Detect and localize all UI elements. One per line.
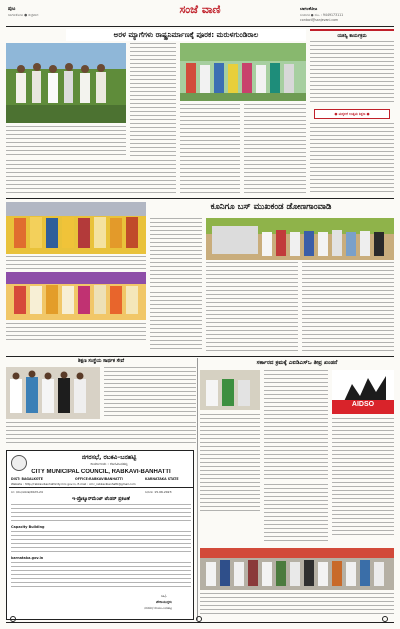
masthead-place: ಬಾಗಲಕೋಟ: [300, 6, 318, 11]
notice-body-3: [11, 562, 191, 590]
top-story: [6, 29, 306, 197]
notice-signatory-office: ನಗರಸಭೆ ರಬಕವಿ–ಬನಹಟ್ಟಿ: [144, 606, 172, 610]
classroom-photo-art: [6, 367, 100, 419]
footer-rule: [6, 622, 394, 623]
students-group-photo-art: [180, 43, 306, 101]
council-office: OFFICE:RABKAVIBANHATTI: [75, 477, 123, 481]
middle-story: [6, 200, 394, 355]
lower-left-headline: ಶಿಕ್ಷಣ ಸಂಸ್ಥೆಯ ಸಾರ್ಥಕ ಸೇವೆ: [77, 359, 125, 364]
aids-column-4: [264, 484, 328, 544]
council-notice: [6, 450, 194, 620]
aids-headline: ಸರ್ಕಾರದ ಕ್ರಮಕ್ಕೆ ಎಐಡಿಎಸ್ಒ ತೀವ್ರ ಖಂಡನೆ: [256, 360, 338, 366]
notice-signatory: ಪೌರಾಯುಕ್ತರು: [156, 600, 172, 604]
right-column-text-2: [310, 123, 394, 195]
council-state: KARNATAKA STATE: [145, 477, 179, 481]
top-story-headline: ಅರಳ ಮ್ಯಾಗೆಗಳು ರಾಷ್ಟ್ರನಿರ್ಮಾಣಕ್ಕೆ ಪೂರಕ: ಮರುಳಗುಂಡಿರಾಲ: [66, 29, 306, 41]
lower-left-body: [6, 422, 196, 444]
council-website: Website : http://rabkavibanhatticity.mrc.gov.in, E-mail : cmc_rabkavibanhatti@gmail.com: [11, 482, 136, 486]
top-story-column-1: [130, 43, 176, 157]
registration-mark-left: [10, 616, 16, 622]
notice-body-2: [11, 531, 191, 555]
top-story-column-2: [180, 104, 240, 194]
right-column-headline: ಯಶಸ್ವಿ ಕಾರ್ಯಕ್ರಮ: [337, 34, 367, 39]
protest-caption: [200, 593, 394, 617]
middle-story-headline: ಕೂನಿಗೂ ಬಸ್ ಮುಖಕಂಡ ಡೋಣಗಾಂವಾಡಿ: [210, 202, 332, 212]
tree-planting-photo-art: [6, 43, 126, 123]
felicitation-photo-2-art: [200, 370, 260, 410]
council-reference: ಸಂ: ನರಬ/ಆಡಳಿತ/2023-24: [11, 490, 43, 494]
masthead-email: contact@sanjevani.com: [300, 18, 339, 22]
ceremony-stage-photo-art: [6, 272, 146, 320]
council-district: DIST: BAGALKOTE: [11, 477, 43, 481]
middle-story-column-4: [150, 292, 202, 350]
council-title-kannada: ನಗರಸಭೆ, ರಬಕವಿ–ಬನಹಟ್ಟಿ: [81, 454, 137, 461]
classroom-photo: [6, 367, 100, 419]
aidso-poster: [332, 370, 394, 414]
page-label: ಪುಟ: [8, 6, 16, 12]
council-subtitle: ಕಾರ್ಯಾಲಯ : ರಬಕವಿಬನಹಟ್ಟಿ: [90, 462, 128, 466]
top-story-column-3: [244, 104, 306, 194]
council-rule: [9, 487, 193, 488]
aids-column-2: [200, 414, 260, 514]
right-column-top: [310, 29, 394, 197]
column-divider: [197, 358, 198, 620]
lower-left-story: [6, 358, 196, 448]
right-column-bar: [310, 29, 394, 31]
masthead: [0, 0, 400, 28]
felicitation-photo: [6, 202, 146, 254]
aids-column-1: [264, 370, 328, 480]
ceremony-stage-photo: [6, 272, 146, 320]
notice-body-1: [11, 504, 191, 524]
masthead-contact: ಸಂಪಾದಕ ● ಮೊ. : 9449173111: [300, 13, 344, 17]
bus-inauguration-photo-art: [206, 218, 394, 260]
notice-capacity-building: Capacity Building: [11, 525, 45, 529]
notice-portal: karnataka.gov.in: [11, 556, 44, 560]
nameplate: ಸಂಜೆ ವಾಣಿ: [179, 3, 221, 16]
section-rule-1: [6, 198, 394, 199]
lower-left-column: [104, 367, 196, 419]
council-date: ದಿನಾಂಕ: 15.06.2023: [145, 490, 172, 494]
masthead-rule: [6, 26, 394, 27]
registration-mark-right: [382, 616, 388, 622]
middle-story-column-3: [302, 262, 394, 352]
pull-quote: ● ಮಕ್ಕಳಿಗೆ ಉತ್ತಮ ಶಿಕ್ಷಣ ●: [314, 109, 390, 119]
protest-photo: [200, 548, 394, 590]
middle-story-column-1: [150, 218, 202, 288]
felicitation-caption: [6, 256, 146, 270]
felicitation-photo-2: [200, 370, 260, 410]
middle-story-column-2: [206, 262, 298, 352]
council-title-english: CITY MUNICIPAL COUNCIL, RABKAVI-BANHATTI: [31, 469, 171, 475]
notice-signature: ಸಹಿ/-: [160, 594, 168, 598]
protest-photo-art: [200, 548, 394, 590]
aids-column-3: [332, 418, 394, 538]
students-group-photo: [180, 43, 306, 101]
right-column-text-1: [310, 41, 394, 105]
notice-title: ಇ-ಪ್ರೊಕ್ಯೂರ್‌ಮೆಂಟ್ ಟೆಂಡರ್ ಪ್ರಕಟಣೆ: [72, 497, 130, 502]
registration-mark-center: [196, 616, 202, 622]
bus-inauguration-photo: [206, 218, 394, 260]
section-rule-2: [6, 356, 394, 357]
ceremony-caption: [6, 323, 146, 343]
edition-date: ಬಾಗಲಕೋಟ ● ಶುಕ್ರವಾರ: [8, 13, 39, 17]
felicitation-photo-art: [6, 202, 146, 254]
top-story-body: [6, 160, 176, 194]
tree-planting-photo: [6, 43, 126, 123]
aidso-logo-text: AIDSO: [351, 401, 375, 408]
aids-story: [200, 358, 394, 620]
photo-caption-text: [6, 126, 126, 156]
